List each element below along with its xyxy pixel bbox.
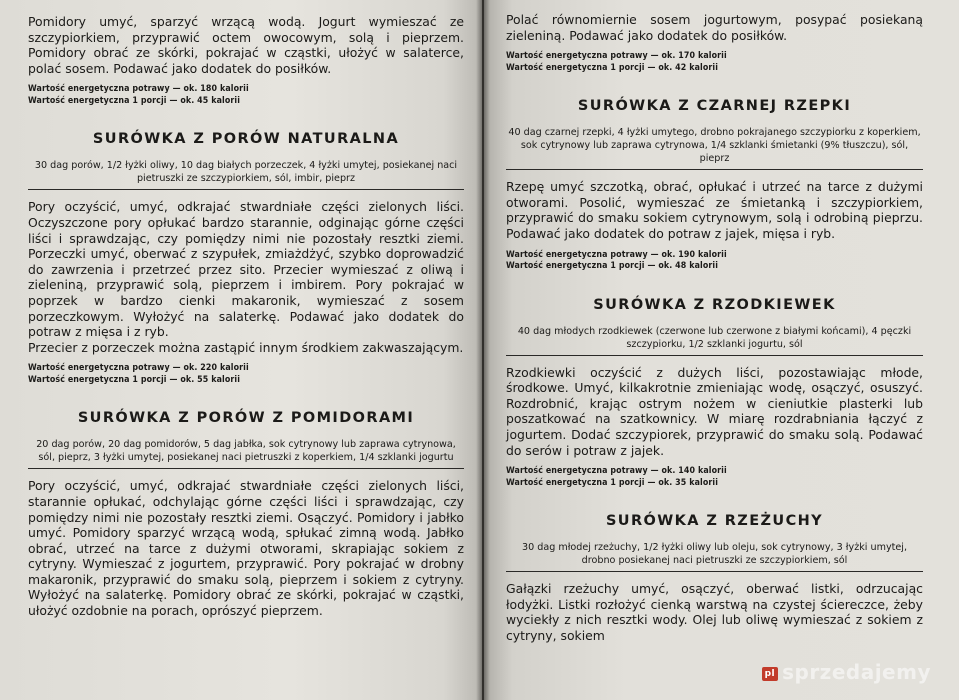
recipe-ingredients: 40 dag młodych rzodkiewek (czerwone lub czerwone z białymi końcami), 4 pęczki szczypiorku, 1/2 szklanki jogurtu, sól — [517, 325, 912, 350]
recipe-method: Rzepę umyć szczotką, obrać, opłukać i utrzeć na tarce z dużymi otworami. Posolić, wymieszać ze śmietanką i szczypiorkiem, przyprawić do smaku sokiem cytrynowym, solą i odrobiną pieprzu. Podawać jako dodatek do potraw z jajek, mięsa i ryb. — [506, 179, 923, 241]
divider — [28, 189, 464, 190]
recipe-title: SURÓWKA Z RZODKIEWEK — [593, 296, 836, 313]
recipe-title: SURÓWKA Z CZARNEJ RZEPKI — [577, 98, 852, 115]
divider — [506, 169, 923, 170]
intro-paragraph: Pomidory umyć, sparzyć wrzącą wodą. Jogurt wymieszać ze szczypiorkiem, przyprawić octem owocowym, solą i pieprzem. Pomidory obrać ze skórki, pokrajać w cząstki, ułożyć w salaterce, polać sosem. Podawać jako dodatek do posiłków. — [28, 14, 464, 76]
energy-line: Wartość energetyczna potrawy — ok. 170 kalorii — [506, 51, 727, 62]
recipe-energy — [28, 363, 464, 386]
recipe-ingredients: 20 dag porów, 20 dag pomidorów, 5 dag jabłka, sok cytrynowy lub zaprawa cytrynowa, sól, pieprz, 3 łyżki umytej, posiekanej naci pietruszki z koperkiem, 1/4 szklanki jogurtu — [36, 439, 456, 464]
intro-energy — [28, 84, 464, 107]
intro-energy — [506, 51, 923, 74]
energy-line: Wartość energetyczna potrawy — ok. 180 kalorii — [28, 84, 249, 95]
recipe-note: Przecier z porzeczek można zastąpić innym środkiem zakwaszającym. — [28, 339, 464, 355]
energy-line: Wartość energetyczna potrawy — ok. 190 kalorii — [506, 249, 727, 260]
divider — [28, 468, 464, 469]
watermark-badge: pl — [762, 667, 779, 681]
divider — [506, 571, 923, 572]
recipe-title: SURÓWKA Z RZEŻUCHY — [605, 513, 824, 530]
recipe-ingredients: 30 dag młodej rzeżuchy, 1/2 łyżki oliwy lub oleju, sok cytrynowy, 3 łyżki umytej, drobno posiekanej naci pietruszki ze szczypiorkiem, sól — [521, 542, 907, 567]
recipe-title: SURÓWKA Z PORÓW NATURALNA — [92, 131, 400, 148]
energy-line: Wartość energetyczna 1 porcji — ok. 45 kalorii — [28, 95, 241, 106]
recipe-energy — [506, 250, 923, 273]
right-page — [484, 0, 959, 700]
energy-line: Wartość energetyczna potrawy — ok. 220 kalorii — [28, 363, 249, 374]
watermark — [762, 660, 931, 684]
book-gutter — [476, 0, 490, 700]
energy-line: Wartość energetyczna 1 porcji — ok. 55 kalorii — [28, 374, 241, 385]
intro-paragraph: Polać równomiernie sosem jogurtowym, posypać posiekaną zieleniną. Podawać jako dodatek do posiłków. — [506, 12, 923, 43]
watermark-text: sprzedajemy — [782, 660, 931, 684]
energy-line: Wartość energetyczna 1 porcji — ok. 42 kalorii — [506, 62, 719, 73]
energy-line: Wartość energetyczna 1 porcji — ok. 35 kalorii — [506, 477, 719, 488]
recipe-title: SURÓWKA Z PORÓW Z POMIDORAMI — [77, 410, 415, 427]
energy-line: Wartość energetyczna 1 porcji — ok. 48 kalorii — [506, 261, 719, 272]
energy-line: Wartość energetyczna potrawy — ok. 140 kalorii — [506, 466, 727, 477]
recipe-method: Pory oczyścić, umyć, odkrajać stwardniałe części zielonych liści, starannie opłukać, odchylając górne części liści i sprawdzając, czy pomiędzy nimi nie pozostały resztki ziemi. Osączyć. Pomidory i jabłko umyć. Pomidory sparzyć wrzącą wodą, spłukać zimną wodą. Jabłko obrać, utrzeć na tarce z dużymi otworami, skrapiając sokiem z cytryny. Wymieszać z jogurtem, przyprawić. Pory pokrajać w drobny makaronik, przyprawić do smaku solą, pieprzem i sokiem z cytryny. Wyłożyć na salaterkę. Pomidory obrać ze skórki, pokrajać w cząstki, ułożyć ozdobnie na porach, oprószyć pieprzem. — [28, 478, 464, 619]
recipe-ingredients: 30 dag porów, 1/2 łyżki oliwy, 10 dag białych porzeczek, 4 łyżki umytej, posiekanej naci pietruszki ze szczypiorkiem, sól, imbir, pieprz — [34, 160, 458, 185]
recipe-method: Rzodkiewki oczyścić z dużych liści, pozostawiając młode, środkowe. Umyć, kilkakrotnie zmieniając wodę, osączyć, osuszyć. Rozdrobnić, krając ostrym nożem w cieniutkie plasterki lub poszatkować na szatkownicy. W miarę rozdrabniania łączyć z jogurtem. Dodać szczypiorek, przyprawić do smaku solą. Podawać do serów i potraw z jajek. — [506, 364, 923, 458]
recipe-energy — [506, 466, 923, 489]
recipe-method: Pory oczyścić, umyć, odkrajać stwardniałe części zielonych liści. Oczyszczone pory opłukać bardzo starannie, odginając górne części liści i sprawdzając, czy pomiędzy nimi nie pozostały resztki ziemi. Porzeczki umyć, oberwać z szypułek, zmiażdżyć, szybko doprowadzić do zawrzenia i przetrzeć przez sito. Przecier wymieszać z oliwą i zieleniną, przyprawić solą, pieprzem i imbirem. Pory pokrajać w poprzek w bardzo cienki makaronik, wymieszać z sosem porzeczkowym. Wyłożyć na salaterkę. Podawać jako dodatek do potraw z mięsa i z ryb. — [28, 199, 464, 340]
divider — [506, 355, 923, 356]
recipe-ingredients: 40 dag czarnej rzepki, 4 łyżki umytego, drobno pokrajanego szczypiorku z koperkiem, sok cytrynowy lub zaprawa cytrynowa, 1/4 szklanki śmietanki (9% tłuszczu), sól, pieprz — [508, 127, 921, 165]
recipe-method: Gałązki rzeżuchy umyć, osączyć, oberwać listki, odrzucając łodyżki. Listki rozłożyć cienką warstwą na czystej ściereczce, żeby wyciekły z nich resztki wody. Olej lub oliwę wymieszać z sokiem z cytryny, sokiem — [506, 581, 923, 643]
